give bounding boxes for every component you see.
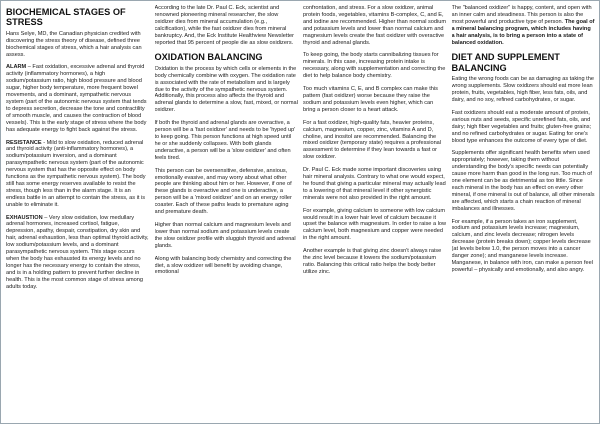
wrong-foods-paragraph: Eating the wrong foods can be as damaging as taking the wrong supplements. Slow oxidizers should eat more lean protein, fruits, vegetables, high fiber, less fats, oils, and dairy, and no soy, refined carbohydrates, or sugar.	[451, 76, 594, 103]
resistance-label: RESISTANCE	[6, 139, 42, 146]
column-4	[452, 5, 596, 421]
slow-oxidizer-benefits-paragraph: Along with balancing body chemistry and correcting the diet, a slow oxidizer will benefit by avoiding change, emotional	[154, 255, 292, 276]
alarm-label: ALARM	[6, 64, 27, 71]
supplements-paragraph: Supplements offer significant health benefits when used appropriately; however, taking them without understanding the body's specific needs can potentially cause more harm than good in the long run. Too much of one element can be as detrimental as too little. Since each mineral in the body has an effect on every other mineral, if one mineral is out of balance, all other minerals are affected, which starts a chain reaction of mineral imbalances and illnesses.	[451, 150, 595, 212]
column-2	[155, 5, 299, 421]
balanced-oxidizer-paragraph	[452, 5, 596, 46]
intro-paragraph: Hans Selye, MD, the Canadian physician credited with discovering the stress theory of disease, defined three biochemical stages of stress, which a hair analysis can assess.	[6, 30, 142, 58]
alarm-paragraph	[6, 64, 150, 133]
column-3	[303, 5, 447, 421]
section-title-oxidation: OXIDATION BALANCING	[154, 52, 263, 63]
fast-slow-oxidizer-paragraph: If both the thyroid and adrenal glands are overactive, a person will be a 'fast oxidizer' and needs to be 'hyped up' to keep going. This person functions at high speed until he or she suddenly collapses. With both glands underactive, a person will be a 'slow oxidizer' and often feels tired.	[154, 120, 296, 161]
eck-paragraph: According to the late Dr. Paul C. Eck, scientist and renowned pioneering mineral researcher, the slow oxidizer dies from mineral accumulation (e.g., calcification), while the fast oxidizer dies from mineral bankruptcy. And, the Eck Institute Healthview Newsletter reported that 95 percent of people die as slow oxidizers.	[154, 5, 294, 46]
resistance-text: - Mild to slow oxidation, reduced adrenal and thyroid activity (anti-inflammatory hormones), a sodium/potassium inversion, and a dominant parasympathetic nervous system (part of the autonomic nervous system that has the opposite effect on body functions as the sympathetic nervous system). The body still has some energy reserves available to resist the stress, though less than in the alarm stage. It is an endless battle in an attempt to contain the stress, as it is unable to eliminate it.	[6, 139, 146, 208]
exhaustion-paragraph	[6, 215, 150, 291]
alarm-text: – Fast oxidation, excessive adrenal and thyroid activity (inflammatory hormones), a high sodium/potassium ratio, high blood pressure and blood sugar, higher body temperature, more frequent bowel movements, and a dominant, sympathetic nervous system (part of the autonomic nervous system that tends to depress secretion, decrease the tone and contractility of smooth muscle, and causes the contraction of blood vessels). This is the early stage of stress where the body has adequate energy to fight back against the stress.	[6, 64, 147, 133]
column-1	[6, 5, 150, 421]
balanced-oxidizer-text: The "balanced oxidizer" is happy, content, and open with an inner calm and steadiness. This person is also the most powerful and productive type of person.	[451, 5, 592, 25]
resistance-paragraph	[6, 140, 150, 209]
section-title-stress-stages: BIOCHEMICAL STAGES OF STRESS	[6, 7, 126, 28]
mixed-oxidizer-paragraph: This person can be oversensitive, defensive, anxious, emotionally evasive, and may worry about what other people are thinking about him or her. However, if one of these glands is overactive and one is underactive, a person will be a 'mixed oxidizer' and on an energy roller coaster. Each of these paths leads to premature aging and premature death.	[154, 167, 292, 216]
oxidation-definition-paragraph: Oxidation is the process by which cells or elements in the body chemically combine with oxygen. The oxidation rate is associated with the rate of metabolism and is largely due to the activity of the sympathetic nervous system. Additionally, this process also affects the thyroid and adrenal glands to determine a slow, fast, mixed, or normal oxidizer.	[154, 65, 298, 114]
cannibalizing-paragraph: To keep going, the body starts cannibalizing tissues for minerals. In this case, increasing protein intake is necessary, along with supplementation and correcting the diet to help balance body chemistry.	[303, 52, 446, 80]
exhaustion-text: – Very slow oxidation, low medullary adrenal hormones, increased cortisol, fatigue, depression, apathy, despair, constipation, dry skin and hair, adrenal exhaustion, less than optimal thyroid activity, low sodium/potassium levels, and a dominant parasympathetic nervous system. This stage occurs when the body has exhausted its energy levels and no longer has the necessary energy to contain the stress, and is in a holding pattern to prevent further decline in health. This is the most common stage of stress among adults today.	[6, 214, 149, 290]
balancing-goal-text: The goal of a mineral balancing program, which includes having a hair analysis, is to bring a person into a state of balanced oxidation.	[451, 18, 595, 46]
iron-example-paragraph: For example, if a person takes an iron supplement, sodium and potassium levels increase; magnesium, calcium, and zinc levels decrease; nitrogen levels decrease (protein breaks down); copper levels decrease (at levels below 1.0, the person moves into a cancer danger zone); and manganese levels increase. Manganese, in balance with iron, can make a person feel powerful – physically and emotionally, and also angry.	[451, 218, 593, 273]
fast-oxidizer-foods-paragraph: Fast oxidizers should eat a moderate amount of protein, various nuts and seeds, specific unrefined fats, oils, and dairy; high fiber vegetables and fruits; gluten-free grains; and no refined carbohydrates or sugar. Eating for one's blood type enhances the outcome of every type of diet.	[451, 109, 592, 144]
exhaustion-label: EXHAUSTION	[6, 214, 43, 221]
eck-discoveries-paragraph: Dr. Paul C. Eck made some important discoveries using hair mineral analysis. Contrary to what one would expect, he found that giving a particular mineral may actually lead to a lowering of that mineral level if other synergistic minerals were not also provided in the right amount.	[303, 167, 446, 201]
zinc-example-paragraph: Another example is that giving zinc doesn't always raise the zinc level because it lowers the sodium/potassium ratio. Balancing this critical ratio helps the body better utilize zinc.	[303, 248, 442, 275]
slow-oxidizer-diet-paragraph: confrontation, and stress. For a slow oxidizer, animal protein foods, vegetables, vitamins B-complex, C, and E, and iodine are recommended. Higher than normal sodium and potassium levels and lower than normal calcium and magnesium levels create the fast oxidizer with overactive thyroid and adrenal glands.	[303, 5, 447, 46]
section-title-diet: DIET AND SUPPLEMENT BALANCING	[451, 52, 560, 73]
fast-oxidizer-diet-paragraph: For a fast oxidizer, high-quality fats, heavier proteins, calcium, magnesium, copper, zinc, vitamins A and D, choline, and inositol are recommended. Balancing the mixed oxidizer (temporary state) requires a professional assessment to determine if they lean towards a fast or slow oxidizer.	[303, 119, 442, 161]
slow-oxidizer-profile-paragraph: Higher than normal calcium and magnesium levels and lower than normal sodium and potassium levels create the slow oxidizer profile with sluggish thyroid and adrenal glands.	[154, 221, 296, 249]
vitamins-warning-paragraph: Too much vitamins C, E, and B complex can make this pattern (fast oxidizer) worse because they raise the sodium and potassium levels even higher, which can bring a person closer to a heart attack.	[303, 86, 438, 113]
calcium-example-paragraph: For example, giving calcium to someone with low calcium would result in a lower hair level of calcium because it upset the balance with magnesium. In order to raise a low calcium level, both magnesium and copper were needed in the right amount.	[303, 207, 447, 242]
